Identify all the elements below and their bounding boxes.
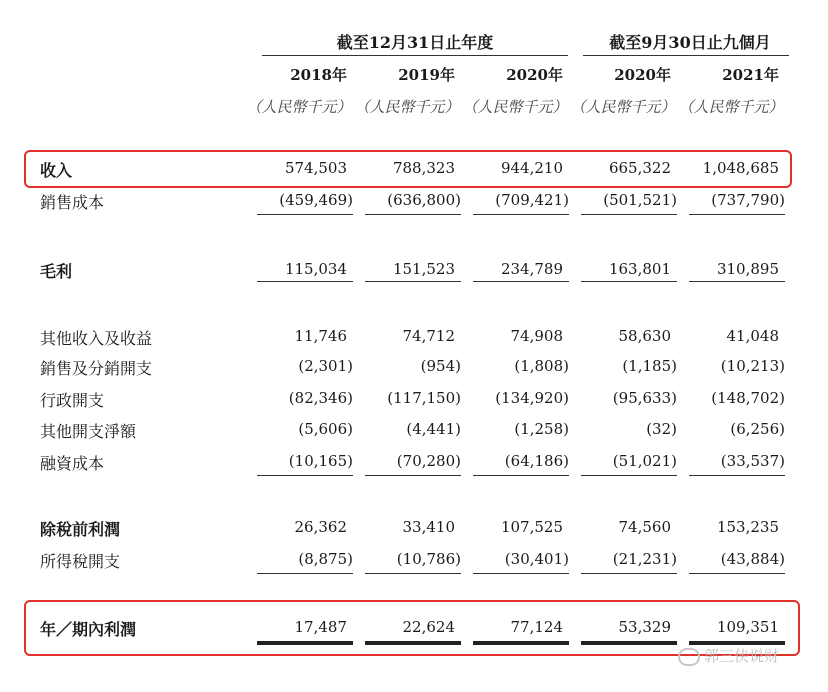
header-group-nine-months: 截至9月30日止九個月 [609,33,771,52]
table-cell: (10,165) [288,452,353,470]
table-cell: 74,560 [618,518,671,536]
table-cell: (70,280) [396,452,461,470]
table-cell: 107,525 [500,518,563,536]
header-group-nine-months-rule [583,55,789,56]
gross-profit-rule [257,281,353,282]
table-cell: (33,537) [720,452,785,470]
subtotal-rule [473,573,569,574]
gross-profit-rule [473,281,569,282]
table-cell: (117,150) [387,389,461,407]
subtotal-rule [581,573,677,574]
subtotal-rule [473,214,569,215]
row-label: 毛利 [40,262,73,281]
header-unit: （人民幣千元） [354,98,460,116]
row-label: 行政開支 [40,391,105,410]
gross-profit-rule [365,281,461,282]
table-cell: (709,421) [495,191,569,209]
table-cell: 26,362 [294,518,347,536]
table-cell: 74,908 [510,327,563,345]
table-cell: (954) [420,357,461,375]
table-cell: 58,630 [618,327,671,345]
table-cell: 310,895 [716,260,779,278]
subtotal-rule [365,214,461,215]
table-cell: 788,323 [392,159,455,177]
subtotal-rule [689,573,785,574]
table-cell: 41,048 [726,327,779,345]
header-year: 2020年 [506,66,563,84]
subtotal-rule [581,475,677,476]
table-cell: 944,210 [500,159,563,177]
header-year: 2021年 [722,66,779,84]
row-label: 銷售成本 [40,193,105,212]
table-cell: (5,606) [298,420,353,438]
table-cell: (43,884) [720,550,785,568]
table-cell: (4,441) [406,420,461,438]
table-cell: 33,410 [402,518,455,536]
table-cell: 1,048,685 [702,159,779,177]
table-cell: (10,786) [396,550,461,568]
table-cell: 151,523 [392,260,455,278]
gross-profit-rule [581,281,677,282]
header-unit: （人民幣千元） [462,98,568,116]
table-cell: 234,789 [500,260,563,278]
table-cell: (82,346) [288,389,353,407]
table-cell: 53,329 [618,618,671,636]
watermark [678,645,779,666]
header-unit: （人民幣千元） [678,98,784,116]
table-cell: (21,231) [612,550,677,568]
row-label: 其他收入及收益 [40,329,153,348]
header-year: 2019年 [398,66,455,84]
table-cell: 109,351 [716,618,779,636]
header-unit: （人民幣千元） [246,98,352,116]
subtotal-rule [689,214,785,215]
table-cell: (501,521) [603,191,677,209]
header-year: 2018年 [290,66,347,84]
table-cell: 11,746 [294,327,347,345]
subtotal-rule [581,214,677,215]
table-cell: (2,301) [298,357,353,375]
table-cell: (636,800) [387,191,461,209]
table-cell: (51,021) [612,452,677,470]
total-double-rule [365,641,461,645]
subtotal-rule [257,475,353,476]
header-group-annual-rule [262,55,568,56]
table-cell: 77,124 [510,618,563,636]
table-cell: (30,401) [504,550,569,568]
total-double-rule [257,641,353,645]
table-cell: 574,503 [284,159,347,177]
table-cell: (6,256) [730,420,785,438]
table-cell: 22,624 [402,618,455,636]
table-cell: (8,875) [298,550,353,568]
row-label: 其他開支淨額 [40,422,137,441]
table-cell: (64,186) [504,452,569,470]
header-unit: （人民幣千元） [570,98,676,116]
subtotal-rule [689,475,785,476]
row-label: 年／期內利潤 [40,620,137,639]
header-group-annual: 截至12月31日止年度 [336,33,494,52]
table-cell: (1,185) [622,357,677,375]
row-label: 融資成本 [40,454,105,473]
total-double-rule [473,641,569,645]
table-cell: 153,235 [716,518,779,536]
subtotal-rule [365,475,461,476]
table-cell: (1,808) [514,357,569,375]
table-cell: 665,322 [608,159,671,177]
subtotal-rule [257,214,353,215]
total-double-rule [581,641,677,645]
wechat-icon [678,648,700,666]
subtotal-rule [473,475,569,476]
table-cell: (737,790) [711,191,785,209]
table-cell: (459,469) [279,191,353,209]
subtotal-rule [257,573,353,574]
subtotal-rule [365,573,461,574]
table-cell: (95,633) [612,389,677,407]
header-year: 2020年 [614,66,671,84]
watermark-text: 郭三侠说财 [704,647,780,665]
row-label: 除稅前利潤 [40,520,121,539]
table-cell: 74,712 [402,327,455,345]
table-cell: 115,034 [284,260,347,278]
table-cell: 17,487 [294,618,347,636]
gross-profit-rule [689,281,785,282]
table-cell: (10,213) [720,357,785,375]
row-label: 收入 [40,161,73,180]
row-label: 銷售及分銷開支 [40,359,153,378]
table-cell: 163,801 [608,260,671,278]
table-cell: (32) [646,420,677,438]
row-label: 所得稅開支 [40,552,121,571]
table-cell: (134,920) [495,389,569,407]
table-cell: (1,258) [514,420,569,438]
table-cell: (148,702) [711,389,785,407]
